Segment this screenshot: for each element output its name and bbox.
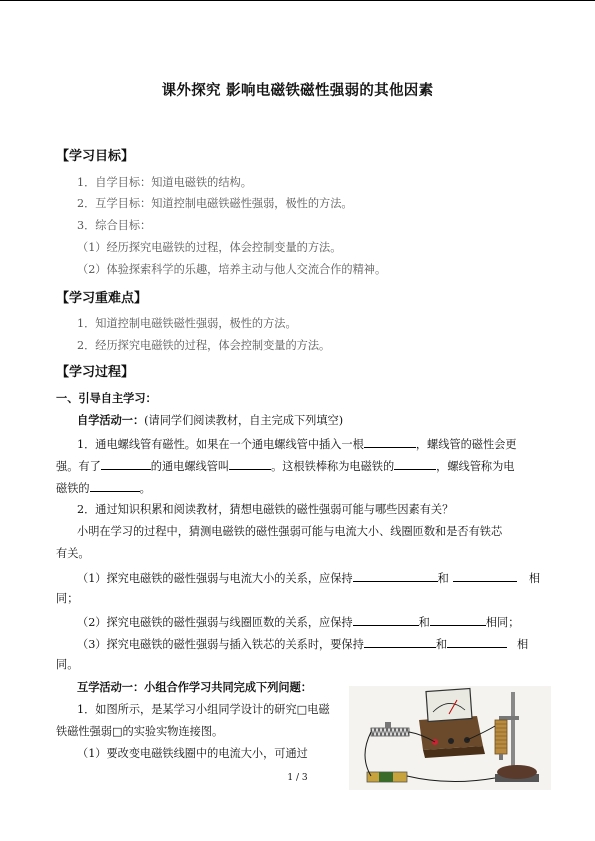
question-text: 和 <box>437 572 449 585</box>
question-1-line-3 <box>56 480 151 496</box>
question-text: 磁铁的 <box>56 482 90 495</box>
activity-one-note: (请同学们阅读教材，自主完成下列填空) <box>144 414 344 427</box>
figure-question-line-2: 铁磁性强弱□的实验实物连接图。 <box>56 725 224 738</box>
goal-item: （1）经历探究电磁铁的过程，体会控制变量的方法。 <box>77 241 342 254</box>
question-text: （2）探究电磁铁的磁性强弱与线圈匝数的关系，应保持 <box>77 616 353 629</box>
document-title: 课外探究 影响电磁铁磁性强弱的其他因素 <box>161 83 434 99</box>
fill-blank[interactable] <box>101 458 151 470</box>
sub-question-1 <box>77 570 540 586</box>
fill-blank[interactable] <box>364 436 416 448</box>
question-text: 和 <box>435 638 448 651</box>
guess-line-1: 小明在学习的过程中，猜测电磁铁的磁性强弱可能与电流大小、线圈匝数和是否有铁芯 <box>77 525 503 538</box>
question-text: 强。有了 <box>56 460 101 473</box>
key-points-heading: 【学习重难点】 <box>56 291 148 306</box>
activity-one-line <box>77 414 343 428</box>
fill-blank[interactable] <box>353 570 438 582</box>
guess-line-2: 有关。 <box>56 547 90 560</box>
electromagnet-icon <box>495 720 507 760</box>
goal-item: （2）体验探索科学的乐趣，培养主动与他人交流合作的精神。 <box>77 263 387 276</box>
question-text: 。 <box>139 482 151 495</box>
question-text: 1．通电螺线管有磁性。如果在一个通电螺线管中插入一根 <box>77 438 364 451</box>
question-text: 。这根铁棒称为电磁铁的 <box>271 460 395 473</box>
sub-question-3-end: 同。 <box>56 658 79 671</box>
figure-question-line-3: （1）要改变电磁铁线圈中的电流大小，可通过 <box>77 747 308 760</box>
question-text: （3）探究电磁铁的磁性强弱与插入铁芯的关系时，要保持 <box>77 638 364 651</box>
sub-question-2 <box>77 614 519 630</box>
question-text: ，螺线管称为电 <box>436 460 515 473</box>
question-text: （1）探究电磁铁的磁性强弱与电流大小的关系，应保持 <box>77 572 353 585</box>
key-point-item: 1．知道控制电磁铁磁性强弱，极性的方法。 <box>77 317 297 330</box>
fill-blank[interactable] <box>90 480 140 492</box>
goal-item: 3．综合目标： <box>77 219 152 232</box>
fill-blank[interactable] <box>394 458 436 470</box>
key-point-item: 2．经历探究电磁铁的过程，体会控制变量的方法。 <box>77 339 331 352</box>
sub-question-1-end: 同； <box>56 592 79 605</box>
fill-blank[interactable] <box>364 636 436 648</box>
activity-two-heading: 互学活动一：小组合作学习共同完成下列问题： <box>77 681 312 694</box>
sub-question-3 <box>77 636 528 652</box>
question-2: 2．通过知识积累和阅读教材，猜想电磁铁的磁性强弱可能与哪些因素有关？ <box>77 503 454 516</box>
question-text: ，螺线管的磁性会更 <box>415 438 517 451</box>
fill-blank[interactable] <box>229 458 271 470</box>
fill-blank[interactable] <box>453 570 517 582</box>
question-text: 和 <box>418 616 430 629</box>
process-heading: 【学习过程】 <box>56 365 135 380</box>
fill-blank[interactable] <box>353 614 419 626</box>
guided-study-heading: 一、引导自主学习： <box>56 392 157 405</box>
goal-item: 1．自学目标：知道电磁铁的结构。 <box>77 176 252 189</box>
question-text: 相 <box>517 638 529 651</box>
goals-heading: 【学习目标】 <box>56 149 135 164</box>
activity-one-label: 自学活动一： <box>77 414 145 427</box>
page-number: 1 / 3 <box>287 773 308 783</box>
question-text: 相 <box>528 572 541 585</box>
question-text: 的通电螺线管叫 <box>150 460 230 473</box>
fill-blank[interactable] <box>447 636 507 648</box>
figure-question-line-1: 1．如图所示，是某学习小组同学设计的研究□电磁 <box>77 703 330 716</box>
question-1-line-1 <box>77 436 517 452</box>
question-1-line-2 <box>56 458 515 474</box>
fill-blank[interactable] <box>430 614 486 626</box>
question-text: 相同； <box>485 616 520 629</box>
goal-item: 2．互学目标：知道控制电磁铁磁性强弱，极性的方法。 <box>77 197 353 210</box>
